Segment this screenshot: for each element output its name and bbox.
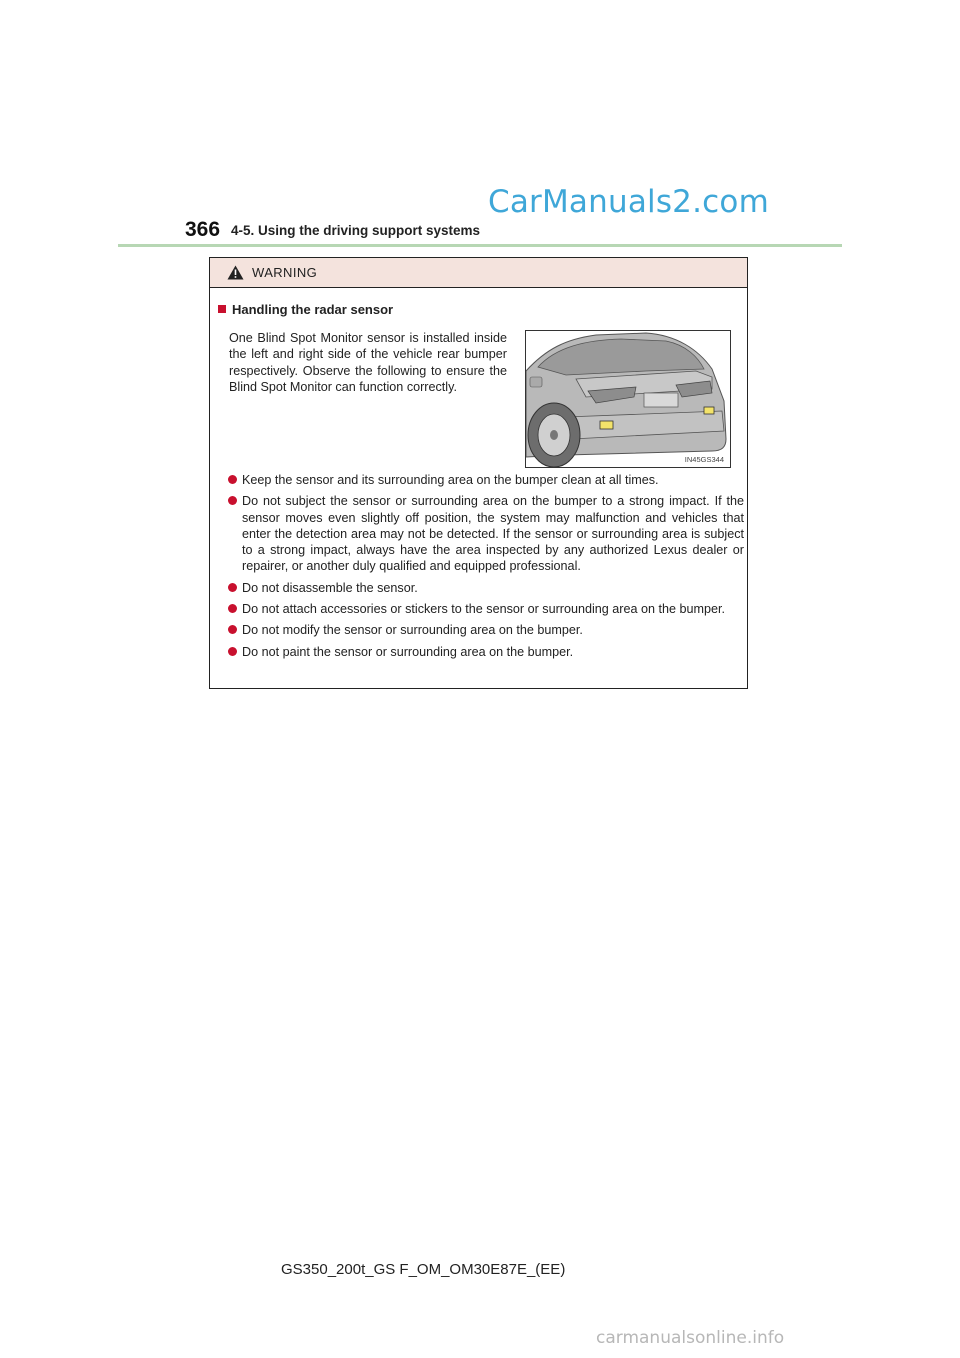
list-item-text: Do not subject the sensor or surrounding area on the bumper to a strong impact. If the sensor moves even slightly off position, the system may malfunction and vehicles that enter the detection area may not be detected. If the sensor or surrounding area is subject to a strong impact, always have the area inspected by any authorized Lexus dealer or repairer, or another duly qualified and equipped professional. — [242, 494, 744, 574]
list-item — [228, 472, 744, 488]
sub-heading-text: Handling the radar sensor — [232, 302, 394, 317]
bullet-dot-icon — [228, 583, 237, 592]
bullet-dot-icon — [228, 496, 237, 505]
precaution-list — [228, 472, 744, 665]
list-item-text: Do not attach accessories or stickers to the sensor or surrounding area on the bumper. — [242, 602, 726, 617]
list-item-text: Keep the sensor and its surrounding area on the bumper clean at all times. — [242, 473, 659, 487]
list-item — [228, 493, 744, 574]
car-rear-illustration — [525, 330, 731, 468]
list-item — [228, 644, 744, 660]
watermark-bottom: carmanualsonline.info — [596, 1328, 785, 1348]
bullet-dot-icon — [228, 604, 237, 613]
bullet-dot-icon — [228, 475, 237, 484]
square-bullet-icon — [218, 305, 226, 313]
header-divider — [118, 244, 842, 247]
warning-triangle-icon — [227, 265, 244, 280]
section-title: 4-5. Using the driving support systems — [231, 223, 481, 238]
list-item — [228, 622, 744, 638]
warning-box — [209, 257, 748, 689]
sub-heading — [218, 302, 393, 317]
list-item-text: Do not paint the sensor or surrounding area on the bumper. — [242, 644, 574, 659]
bullet-dot-icon — [228, 625, 237, 634]
intro-paragraph: One Blind Spot Monitor sensor is installed inside the left and right side of the vehicle rear bumper respectively. Observe the following to ensure the Blind Spot Monitor can function correctly. — [229, 331, 507, 394]
list-item-text: Do not disassemble the sensor. — [242, 580, 418, 595]
list-item — [228, 601, 744, 617]
figure-code: IN45GS344 — [684, 455, 724, 464]
document-code-footer: GS350_200t_GS F_OM_OM30E87E_(EE) — [281, 1261, 566, 1278]
warning-label: WARNING — [252, 265, 318, 280]
watermark-logo: CarManuals2.com — [488, 184, 769, 220]
page-number: 366 — [185, 218, 221, 241]
bullet-dot-icon — [228, 647, 237, 656]
warning-header — [210, 258, 747, 288]
list-item-text: Do not modify the sensor or surrounding area on the bumper. — [242, 623, 583, 638]
car-rear-icon — [526, 331, 731, 468]
list-item — [228, 580, 744, 596]
